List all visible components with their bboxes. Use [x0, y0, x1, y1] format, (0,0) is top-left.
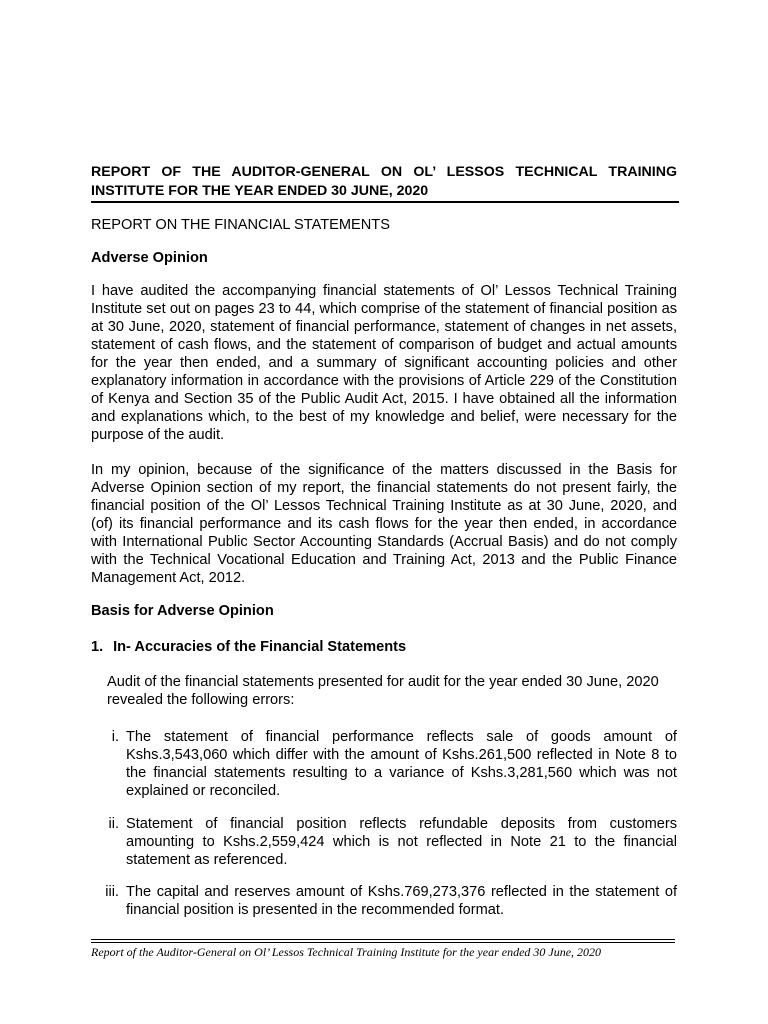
list-item-text: The statement of financial performance reflects sale of goods amount of Kshs.3,543,060 which differ with the amount of Kshs.261,500 reflected in Note 8 to the financial statements resulting to a variance of Kshs.3,281,560 which was not explained or reconciled. [126, 729, 677, 799]
list-item-marker: iii. [105, 884, 119, 900]
point-1-title: In- Accuracies of the Financial Statements [113, 639, 407, 655]
section-heading: REPORT ON THE FINANCIAL STATEMENTS [91, 217, 390, 233]
list-item [91, 815, 677, 869]
adverse-opinion-heading: Adverse Opinion [91, 250, 208, 266]
list-item [91, 883, 677, 919]
list-item-marker: i. [111, 729, 119, 745]
point-1-number: 1. [91, 639, 104, 655]
report-title: REPORT OF THE AUDITOR-GENERAL ON OL’ LESSOS TECHNICAL TRAINING INSTITUTE FOR THE YEAR ENDED 30 JUNE, 2020 [91, 164, 677, 199]
footer-divider [91, 939, 675, 940]
basis-heading: Basis for Adverse Opinion [91, 603, 274, 619]
list-item-text: Statement of financial position reflects refundable deposits from customers amounting to Kshs.2,559,424 which is not reflected in Note 21 to the financial statement as referenced. [126, 816, 677, 868]
point-1-heading [91, 638, 406, 657]
footer-divider-thin [91, 942, 675, 943]
list-item-text: The capital and reserves amount of Kshs.769,273,376 reflected in the statement of financial position is presented in the recommended format. [126, 884, 677, 918]
opinion-paragraph-1: I have audited the accompanying financial statements of Ol’ Lessos Technical Training Institute set out on pages 23 to 44, which comprise of the statement of financial position as at 30 June, 2020, statement of financial performance, statement of changes in net assets, statement of cash flows, and the statement of comparison of budget and actual amounts for the year then ended, and a summary of significant accounting policies and other explanatory information in accordance with the provisions of Article 229 of the Constitution of Kenya and Section 35 of the Public Audit Act, 2015. I have obtained all the information and explanations which, to the best of my knowledge and belief, were necessary for the purpose of the audit. [91, 283, 677, 443]
list-item [91, 728, 677, 800]
opinion-paragraph-2: In my opinion, because of the significance of the matters discussed in the Basis for Adverse Opinion section of my report, the financial statements do not present fairly, the financial position of the Ol’ Lessos Technical Training Institute as at 30 June, 2020, and (of) its financial performance and its cash flows for the year then ended, in accordance with International Public Sector Accounting Standards (Accrual Basis) and do not comply with the Technical Vocational Education and Training Act, 2013 and the Public Finance Management Act, 2012. [91, 462, 677, 586]
page-footer: Report of the Auditor-General on Ol’ Lessos Technical Training Institute for the year ended 30 June, 2020 [91, 945, 602, 959]
errors-intro: Audit of the financial statements presented for audit for the year ended 30 June, 2020 revealed the following errors: [107, 674, 659, 708]
list-item-marker: ii. [108, 816, 119, 832]
title-divider [91, 201, 679, 203]
